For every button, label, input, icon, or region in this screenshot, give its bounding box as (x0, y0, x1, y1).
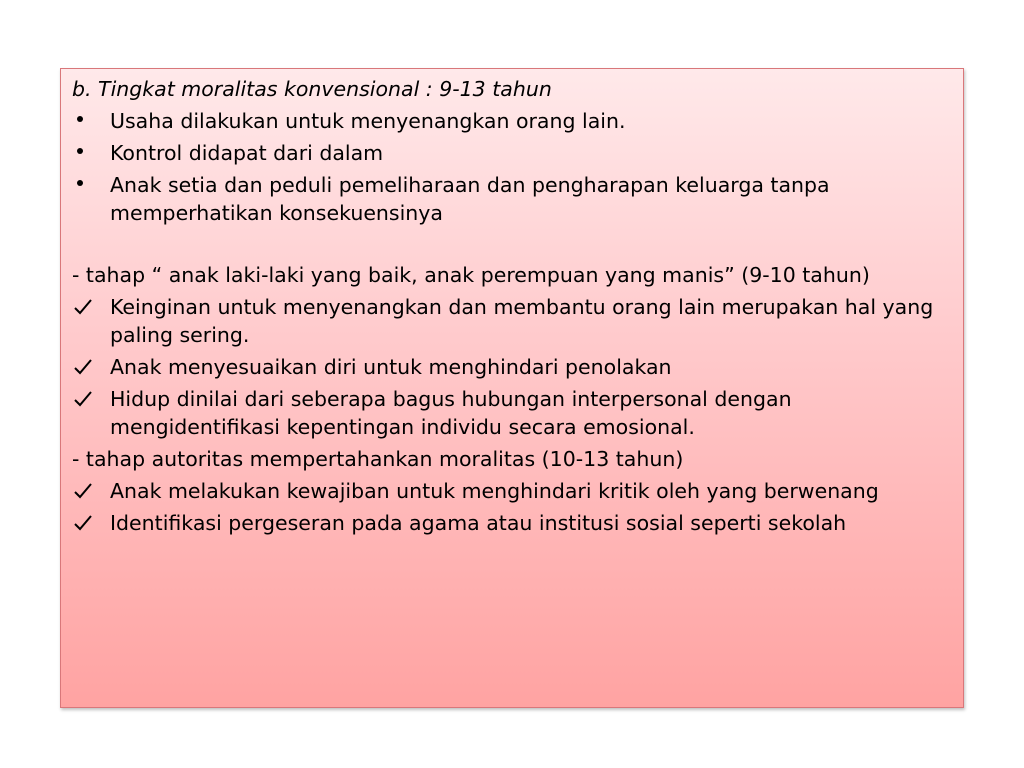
bullet-text: Anak setia dan peduli pemeliharaan dan pengharapan keluarga tanpa memperhatikan konsekuensinya (110, 173, 830, 225)
bullet-text: Kontrol didapat dari dalam (110, 141, 384, 165)
check-text: Keinginan untuk menyenangkan dan membantu orang lain merupakan hal yang paling sering. (110, 295, 934, 347)
checklist (72, 477, 953, 537)
checkmark-icon (73, 385, 103, 413)
bullet-dot-icon (73, 107, 103, 135)
check-text: Anak menyesuaikan diri untuk menghindari penolakan (110, 355, 672, 379)
checkmark-icon (73, 353, 103, 381)
check-text: Identifikasi pergeseran pada agama atau institusi sosial seperti sekolah (110, 511, 847, 535)
bullet-dot-icon (73, 139, 103, 167)
bullet-item (72, 139, 953, 167)
checklist (72, 293, 953, 441)
bullet-item (72, 107, 953, 135)
check-text: Hidup dinilai dari seberapa bagus hubungan interpersonal dengan mengidentifikasi kepentingan individu secara emosional. (110, 387, 792, 439)
section-heading: b. Tingkat moralitas konvensional : 9-13 tahun (72, 77, 552, 101)
check-text: Anak melakukan kewajiban untuk menghindari kritik oleh yang berwenang (110, 479, 879, 503)
check-item (72, 477, 953, 505)
checkmark-icon (73, 477, 103, 505)
check-item (72, 293, 953, 349)
bullet-list (72, 107, 953, 227)
check-item (72, 385, 953, 441)
bullet-dot-icon (73, 171, 103, 199)
content-text-box[interactable] (60, 68, 964, 708)
check-item (72, 509, 953, 537)
stage-title: - tahap autoritas mempertahankan moralitas (10-13 tahun) (72, 447, 684, 471)
bullet-text: Usaha dilakukan untuk menyenangkan orang lain. (110, 109, 626, 133)
bullet-item (72, 171, 953, 227)
check-item (72, 353, 953, 381)
checkmark-icon (73, 293, 103, 321)
stage-title: - tahap “ anak laki-laki yang baik, anak perempuan yang manis” (9-10 tahun) (72, 263, 870, 287)
checkmark-icon (73, 509, 103, 537)
